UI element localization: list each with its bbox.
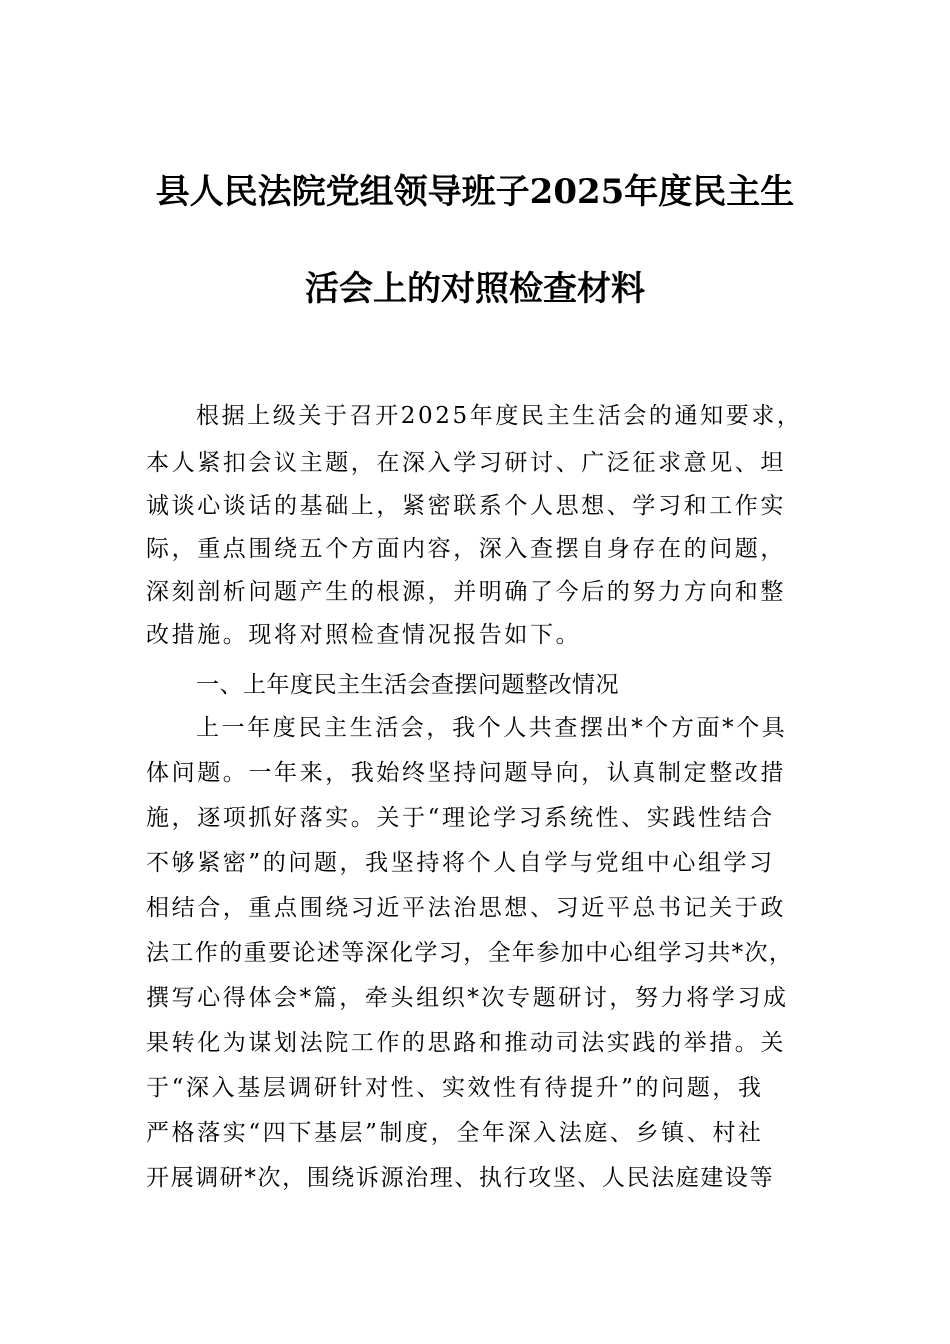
section-1-paragraph-line: 体问题。一年来，我始终坚持问题导向，认真制定整改措	[146, 760, 786, 786]
section-1-paragraph-line: 撰写心得体会*篇，牵头组织*次专题研讨，努力将学习成	[146, 985, 789, 1011]
section-1-paragraph-line: 施，逐项抓好落实。关于“理论学习系统性、实践性结合	[146, 805, 775, 831]
section-1-paragraph-line: 法工作的重要论述等深化学习，全年参加中心组学习共*次，	[146, 940, 794, 966]
intro-paragraph-line: 际，重点围绕五个方面内容，深入查摆自身存在的问题，	[146, 536, 786, 562]
intro-paragraph-line: 深刻剖析问题产生的根源，并明确了今后的努力方向和整	[146, 579, 786, 605]
section-1-paragraph-line: 相结合，重点围绕习近平法治思想、习近平总书记关于政	[146, 895, 786, 921]
intro-paragraph-line: 根据上级关于召开2025年度民主生活会的通知要求，	[196, 403, 803, 429]
intro-paragraph-line: 改措施。现将对照检查情况报告如下。	[146, 622, 582, 648]
section-1-paragraph-line: 开展调研*次，围绕诉源治理、执行攻坚、人民法庭建设等	[146, 1165, 775, 1191]
section-1-paragraph-line: 严格落实“四下基层”制度，全年深入法庭、乡镇、村社	[146, 1120, 764, 1146]
section-1-paragraph-line: 果转化为谋划法院工作的思路和推动司法实践的举措。关	[146, 1030, 786, 1056]
section-1-heading: 一、上年度民主生活会查摆问题整改情况	[196, 672, 619, 698]
section-1-paragraph-line: 于“深入基层调研针对性、实效性有待提升”的问题，我	[146, 1075, 764, 1101]
document-title-line-2: 活会上的对照检查材料	[305, 269, 645, 309]
section-1-paragraph-line: 不够紧密”的问题，我坚持将个人自学与党组中心组学习	[146, 850, 775, 876]
document-title-line-1: 县人民法院党组领导班子2025年度民主生	[155, 172, 795, 212]
section-1-paragraph-line: 上一年度民主生活会，我个人共查摆出*个方面*个具	[196, 715, 788, 741]
intro-paragraph-line: 本人紧扣会议主题，在深入学习研讨、广泛征求意见、坦	[146, 450, 786, 476]
intro-paragraph-line: 诚谈心谈话的基础上，紧密联系个人思想、学习和工作实	[146, 493, 786, 519]
